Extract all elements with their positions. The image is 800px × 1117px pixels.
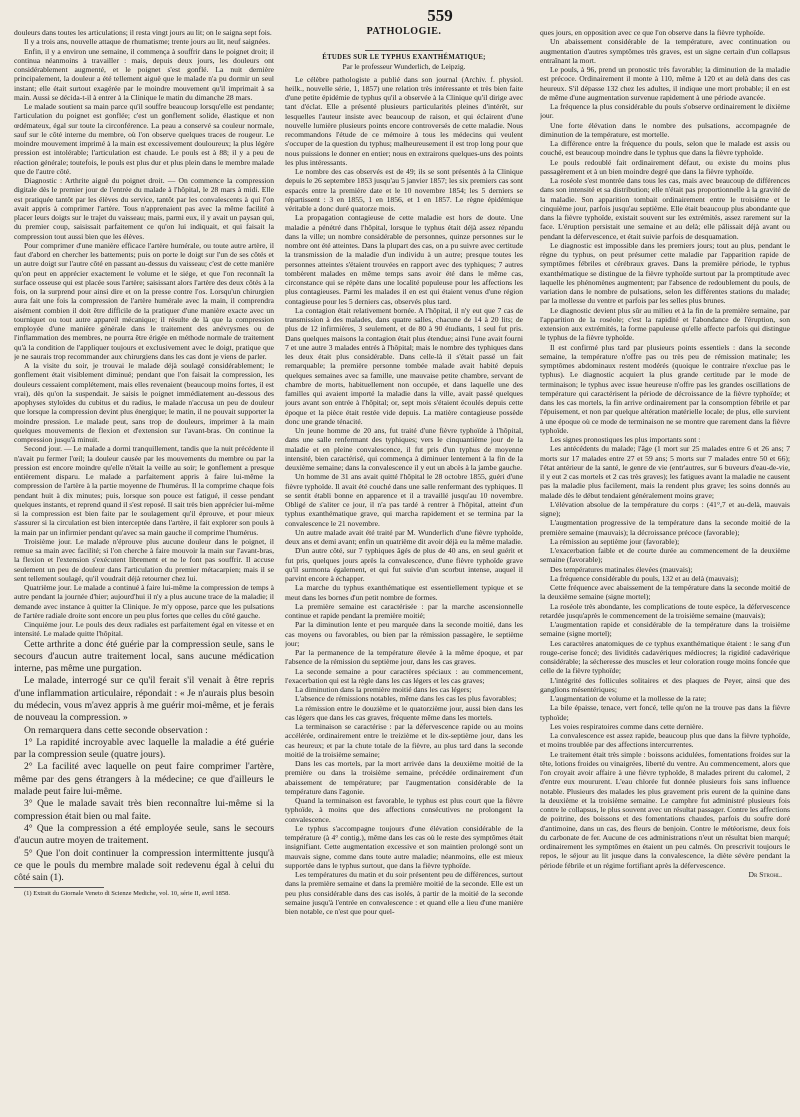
footnote: (1) Extrait du Giornale Veneto di Scienze Mediche, vol. 10, série II, avril 1858. <box>24 890 231 898</box>
column-middle <box>285 48 523 1108</box>
paragraph: Un autre malade avait été traité par M. Wunderlich d'une fièvre typhoïde, deux ans et demi avant; enfin un quatrième dit avoir déjà eu la même maladie. <box>285 527 523 546</box>
col3-paragraphs <box>540 28 790 870</box>
paragraph: Les signes pronostiques les plus importants sont : <box>550 435 701 444</box>
paragraph: D'un autre côté, sur 7 typhiques âgés de plus de 40 ans, en seul guérit et fut pris, quelques jours après la convalescence, d'une fièvre typhoïde grave qu'il surmonta également, et qui fut suivie d'un scorbut intense, auquel il parvint encore à échapper. <box>285 546 523 583</box>
article-title: ÉTUDES SUR LE TYPHUS EXANTHÉMATIQUE; <box>322 54 486 61</box>
paragraph: Un homme de 31 ans avait quitté l'hôpital le 28 octobre 1855, guéri d'une fièvre typhoïde. Il avait été couché dans une salle renfermant des typhiques. Il se sentit établi bonne en apparence et il a travaillé jusqu'au 10 novembre. Obligé de s'aliter ce jour, il n'a pas tardé à rentrer à l'hôpital, atteint d'un typhus exanthématique grave, qui marcha rapidement et se termina par la convalescence le 21 novembre. <box>285 472 523 528</box>
paragraph: Le typhus s'accompagne toujours d'une élévation considérable de la température (à 4° contig.), même dans les cas où le reste des symptômes était insignifiant. Cette augmentation excessive et son maintien prolongé sont un mauvais signe, comme dans toute autre maladie; néanmoins, elle est mieux supportée dans le typhus surtout, que dans la fièvre typhoïde. <box>285 823 523 870</box>
paragraph: Le malade, interrogé sur ce qu'il ferait s'il venait à être repris d'une inflammation articulaire, répondait : « Je n'aurais plus besoin du médecin, vous m'avez appris à me guérir moi-même, et je ferais de nouveau la compression. » <box>14 675 274 724</box>
paragraph: L'absence de rémissions notables, même dans les cas les plus favorables; <box>295 694 517 704</box>
paragraph: La marche du typhus exanthématique est essentiellement typique et se meut dans les bornes d'un petit nombre de formes. <box>285 583 523 602</box>
paragraph: 1° La rapidité incroyable avec laquelle la maladie a été guérie par la compression seule (quatre jours). <box>14 736 274 761</box>
paragraph: Les voies respiratoires comme dans cette dernière. <box>550 721 704 731</box>
paragraph: La fréquence considérable du pouls, 132 et au delà (mauvais); <box>550 573 739 583</box>
paragraph: Quatrième jour. Le malade a continué à faire lui-même la compression de temps à autre pendant la journée d'hier; aujourd'hui il n'y a plus aucune trace de la maladie; il demande avec instance à quitter la Clinique. Je m'y oppose, parce que les pulsations de l'artère radiale droite sont encore un peu plus fortes que celles du côté gauche. <box>14 583 274 620</box>
column-right <box>540 28 790 1108</box>
paragraph: Cinquième jour. Le pouls des deux radiales est parfaitement égal en vitesse et en intensité. Le malade quitte l'hôpital. <box>14 620 274 639</box>
paragraph: La différence entre la fréquence du pouls, selon que le malade est assis ou couché, est beaucoup moindre dans le typhus que dans la fièvre typhoïde. <box>540 139 790 158</box>
column-left <box>14 28 274 1103</box>
col1-large-paragraphs <box>14 639 274 885</box>
paragraph: Les antécédents du malade; l'âge (1 mort sur 25 malades entre 6 et 26 ans; 7 morts sur 17 malades entre 27 et 59 ans; 5 morts sur 7 malades entre 50 et 66); l'état antérieur de la santé, le genre de vie (entr'autres, sur 6 buveurs d'eau-de-vie, il y eut 2 cas mortels et 2 cas très graves); les fatigues avant la maladie ne causent pas la maladie plus facilement, mais la rendent plus grave; les soins donnés au malade dès le début tendaient généralement moins grave; <box>540 444 790 500</box>
paragraph: 5° Que l'on doit continuer la compression intermittente jusqu'à ce que le pouls du membre malade soit redevenu égal à celui du côté sain (1). <box>14 847 274 884</box>
paragraph: 4° Que la compression a été employée seule, sans le secours d'aucun autre moyen de traitement. <box>14 822 274 847</box>
paragraph: Dans les cas mortels, par la mort arrivée dans la deuxième moitié de la première ou dans la troisième semaine, précédée ordinairement d'un abaissement de température; par l'augmentation considérable de la température dans l'agonie. <box>285 759 523 796</box>
paragraph: douleurs dans toutes les articulations; il resta vingt jours au lit; on le saigna sept fois. <box>14 28 272 37</box>
article-author: Par le professeur Wunderlich, de Leipzig. <box>342 62 466 72</box>
paragraph: Le pouls redoublé fait ordinairement défaut, ou existe du moins plus passagèrement et à un bien moindre degré que dans la fièvre typhoïde. <box>540 157 790 176</box>
paragraph: Des températures matinales élevées (mauvais); <box>550 564 693 574</box>
title-rule <box>365 50 443 51</box>
paragraph: L'élévation absolue de la température du corps : (41°,7 et au-delà, mauvais signe); <box>540 499 790 518</box>
paragraph: Pour comprimer d'une manière efficace l'artère humérale, ou toute autre artère, il faut d'abord en chercher les battements; puis on porte le doigt sur l'un de ses côtés et un autre doigt sur l'autre côté en passant au-dessus du vaisseau; c'est de cette manière qu'on peut en apprécier exactement le volume et le siége, et que l'on reconnaît la surface osseuse qui est placée sous l'artère; saisissant alors l'artère des deux côtés à la fois, on la surprend pour ainsi dire et on la presse contre l'os. Lorsqu'un chirurgien aura fait une fois la compression de l'artère humérale avec la main, il comprendra aisément combien il doit être difficile de la pratiquer d'une manière exacte avec un tourniquet ou tout autre appareil mécanique; il résulte de là que la compression employée d'une manière générale dans le traitement des anévrysmes ou de l'inflammation des membres, ne pourra être érigée en méthode normale de traitement qu'à la condition de l'appliquer toujours et exclusivement avec le doigt, pratique que je ne saurais trop recommander aux chirurgiens dans les cas dont je viens de parler. <box>14 240 274 361</box>
paragraph: Il est confirmé plus tard par plusieurs points essentiels : dans la seconde semaine, la température n'offre pas ou très peu de rémission matinale; les symptômes abdominaux restent modérés (quoique le contraire n'exclue pas le typhus). Le diagnostic acquiert la plus grande certitude par le mode de terminaison; le typhus avec issue heureuse n'offre pas les grandes oscillations de température qui caractérisent la période de décroissance de la fièvre typhoïde; et dans les cas mortels, la fin arrive ordinairement par la consomption fébrile et par l'épuisement, et non par quelque altération matérielle locale; de plus, elle survient à une époque où ce mode de terminaison ne se montre que rarement dans la fièvre typhoïde. <box>540 342 790 435</box>
paragraph: Les caractères anatomiques de ce typhus exanthématique étaient : le sang d'un rouge-cerise foncé; des lividités cadavériques médiocres; la rigidité cadavérique considérable; la sécheresse des muscles et leur coloration rouge moins foncée que celle de la fièvre typhoïde; <box>540 638 790 676</box>
paragraph: Cette fréquence avec abaissement de la température dans la seconde moitié de la deuxième semaine (signe mortel); <box>540 583 790 602</box>
paragraph: Un jeune homme de 20 ans, fut traité d'une fièvre typhoïde à l'hôpital, dans une salle renfermant des typhiques; vers le cinquantième jour de la maladie et en pleine convalescence, il fut pris d'un typhus de moyenne intensité, bien caractérisé, qui commença à diminuer lentement à la fin de la deuxième semaine; dans la convalescence il y eut un abcès à la jambe gauche. <box>285 426 523 472</box>
paragraph: La bile épaisse, tenace, vert foncé, telle qu'on ne la trouve pas dans la fièvre typhoïde; <box>540 703 790 722</box>
paragraph: La première semaine est caractérisée : par la marche ascensionnelle continue et rapide pendant la première moitié; <box>285 601 523 620</box>
paragraph: Troisième jour. Le malade n'éprouve plus aucune douleur dans le poignet, il remue sa main avec facilité; si l'on cherche à faire mouvoir la main sur l'avant-bras, la flexion et l'extension s'exécutent librement et ne le font pas souffrir. Il accuse seulement un peu de douleur dans l'articulation du premier métacarpien; mais il se sent tellement soulagé, qu'il voudrait déjà retourner chez lui. <box>14 536 274 583</box>
paragraph: La propagation contagieuse de cette maladie est hors de doute. Une maladie a pénétré dans l'hôpital, lorsque le typhus était déjà assez répandu dans la ville; un nombre considérable de personnes, quinze personnes sur le nombre ont été atteintes. Dans la plupart des cas, on a pu suivre avec certitude la transmission de la maladie d'un individu à un autre; presque toutes les personnes atteintes s'étaient trouvées en rapport avec des typhiques; 7 autres tombèrent malades en même temps sans avoir été dans le même cas, circonstance qui se répète dans une localité populeuse pour les affections les plus contagieuses. Parmi les malades il en est qui étaient venus d'une région contagieuse pour les 5 derniers cas, observés plus tard. <box>285 213 523 306</box>
paragraph: Second jour. — Le malade a dormi tranquillement, tandis que la nuit précédente il n'avait pu fermer l'œil; la douleur causée par les mouvements du membre ou par la pression est encore moindre qu'elle n'était la veille au soir; le gonflement a presque entièrement disparu. Le malade a parfaitement appris à faire lui-même la compression de l'artère à la partie moyenne de l'humérus. Il la comprime chaque fois pendant huit à dix minutes; puis, lorsque son pouce est fatigué, il cesse pendant quelques instants, et reprend quand il s'est reposé. Il sait très bien apprécier lui-même si la compression est bien faite par le soulagement qu'il éprouve, et pour mieux s'assurer si la circulation est bien interceptée dans l'artère, il fait explorer son pouls à la main par un infirmier pendant qu'avec sa main gauche il comprime l'humérus. <box>14 444 274 537</box>
paragraph: Il y a trois ans, nouvelle attaque de rhumatisme; trente jours au lit, neuf saignées. <box>24 37 271 47</box>
paragraph: Le nombre des cas observés est de 49; ils se sont présentés à la Clinique depuis le 26 septembre 1853 jusqu'au 5 janvier 1857; les six premiers cas sont espacés entre la première date et le 10 novembre 1854; les 5 derniers se répartissent : 3 en 1855, 1 en 1856, et 1 en 1857. Le règne épidémique véritable a donc duré quatorze mois. <box>285 167 523 213</box>
signature: Dr Strohl. <box>748 869 782 879</box>
paragraph: L'augmentation progressive de la température dans la seconde moitié de la première semaine (mauvais); la décroissance précoce (favorable); <box>540 518 790 537</box>
paragraph: La fréquence la plus considérable du pouls s'observe ordinairement le dixième jour. <box>540 102 790 121</box>
paragraph: Les températures du matin et du soir présentent peu de différences, surtout dans la première semaine et dans la première moitié de la seconde. Elle est un peu plus considérable dans des cas isolés, à partir de la moitié de la seconde semaine jusqu'à l'entrée en convalescence : et quand elle a lieu d'une manière bien notable, ce n'est que pour quel- <box>285 870 523 916</box>
paragraph: Le diagnostic est impossible dans les premiers jours; tout au plus, pendant le règne du typhus, on peut présumer cette maladie par l'apparition rapide de symptômes fébriles et cérébraux graves. Dans la première période, le typhus exanthématique se distingue de la fièvre typhoïde surtout par la promptitude avec laquelle les phénomènes augmentent; par l'absence de redoublement du pouls, de variation dans le nombre de pulsations, selon les différentes stations du malade; par la mollesse du ventre et parfois par les selles plus brunes. <box>540 240 790 306</box>
paragraph: L'augmentation de volume et la mollesse de la rate; <box>550 694 707 703</box>
paragraph: Par la diminution lente et peu marquée dans la seconde moitié, dans les cas moyens ou favorables, ou bien par la rémission passagère, le septième jour; <box>285 620 523 648</box>
paragraph: Une forte élévation dans le nombre des pulsations, accompagnée de diminution de la température, est mortelle. <box>540 120 790 139</box>
paragraph: Un abaissement considérable de la température, avec continuation ou augmentation d'autres symptômes très graves, est un signe certain d'un collapsus entraînant la mort. <box>540 37 790 65</box>
paragraph: L'intégrité des follicules solitaires et des plaques de Peyer, ainsi que des ganglions mésentériques; <box>540 675 790 694</box>
paragraph: Enfin, il y a environ une semaine, il commença à souffrir dans le poignet droit; il continua néanmoins à travailler : mais, depuis deux jours, les douleurs ont considérablement augmenté, et le poignet s'est gonflé. La nuit dernière principalement, la douleur a été tellement aiguë que le malade n'a pu dormir un seul instant; elle était surtout exagérée par le moindre mouvement qu'il imprimait à sa main. Aussi se décida-t-il à entrer à la Clinique le matin du dimanche 28 mars. <box>14 46 274 102</box>
footnote-rule <box>14 887 104 888</box>
paragraph: Diagnostic : Arthrite aiguë du poignet droit. — On commence la compression digitale dès le premier jour de l'entrée du malade à l'hôpital, le 28 mars à midi. Elle est pratiquée tantôt par les élèves du service, tantôt par les convalescents à qui l'on avait appris à comprimer l'artère. Tous n'apprenaient pas avec la même facilité à placer leurs doigts sur le trajet du vaisseau; mais, parmi eux, il y avait un paysan qui, du premier coup, saisissait parfaitement ce qu'on lui indiquait, et qui faisait la compression tout aussi bien que les élèves. <box>14 176 274 241</box>
paragraph: La terminaison se caractérise : par la défervescence rapide ou au moins accélérée, ordinairement entre le treizième et le dix-septième jour, dans les cas heureux; et par la chute totale de la fièvre, au plus tard dans la seconde moitié de la troisième semaine; <box>285 722 523 759</box>
paragraph: La roséole très abondante, les complications de toute espèce, la défervescence retardée jusqu'après le commencement de la troisième semaine (mauvais); <box>540 601 790 620</box>
paragraph: Le célèbre pathologiste a publié dans son journal (Archiv. f. physiol. heilk., nouvelle série, 1, 1857) une relation très intéressante et très bien faite d'une petite épidémie de typhus qu'il a observée à la Clinique qu'il dirige avec tant d'éclat. Elle a présenté plusieurs particularités pleines d'intérêt, sur lesquelles l'auteur insiste avec beaucoup de raison, et qui éclairent d'une nouvelle lumière plusieurs points encore controversés de cette maladie. Nous recommandons l'étude de ce mémoire à tous les médecins qui veulent s'occuper de la question du typhus; malheureusement il est trop long pour que nous puissions le donner en entier; nous en extrairons quelques-uns des points les plus intéressants. <box>285 74 523 167</box>
paragraph: La rémission au septième jour (favorable); <box>550 536 680 546</box>
paragraph: Quand la terminaison est favorable, le typhus est plus court que la fièvre typhoïde, à moins que des affections consécutives ne prolongent la convalescence. <box>285 796 523 824</box>
paragraph: L'augmentation rapide et considérable de la température dans la troisième semaine (signe mortel); <box>540 620 790 639</box>
paragraph: La seconde semaine a pour caractères spéciaux : au commencement, l'exacerbation qui est la règle dans les cas légers et les cas graves; <box>285 666 523 685</box>
paragraph: ques jours, en opposition avec ce que l'on observe dans la fièvre typhoïde. <box>540 28 765 37</box>
paragraph: La diminution dans la première moitié dans les cas légers; <box>295 685 472 694</box>
col2-paragraphs <box>285 75 523 917</box>
section-title: PATHOLOGIE. <box>366 26 442 37</box>
paragraph: Le malade soutient sa main parce qu'il souffre beaucoup lorsqu'elle est pendante; l'articulation du poignet est gonflée; c'est un gonflement solide, élastique et non œdémateux, égal sur toute la circonférence. La peau a conservé sa couleur normale, sauf sur le côté interne du membre, où l'on observe quelques traces de rougeur. Le moindre mouvement imprimé à la main est excessivement douloureux; la plus légère pression est intolérable; l'articulation est chaude. Le pouls est à 88; il y a peu de réaction générale; toutefois, le pouls est plus dur et plus plein dans le membre malade que de l'autre côté. <box>14 102 274 176</box>
paragraph: Le traitement était très simple : boissons acidulées, fomentations froides sur la tête, lotions froides ou vinaigrées, liberté du ventre. Au commencement, alors que l'on croyait avoir affaire à une fièvre typhoïde, 8 malades prirent du calomel, 2 d'entre eux moururent. L'eau chlorée fut donnée plusieurs fois sans influence notable. Plusieurs des malades les plus gravement pris eurent de la quinine dans la deuxième et la troisième semaine. Le camphre fut administré plusieurs fois contre le collapsus, le plus souvent avec un résultat passager. Contre les affections de poitrine, des boissons et des fomentations chaudes, parfois du soufre doré d'antimoine, dans un cas, des fleurs de benjoin. Contre le météorisme, deux fois du carbonate de fer. Aucune de ces administrations n'eut un résultat bien marqué; ordinairement les symptômes en étaient un peu calmés. On prescrivit toujours le repos, le séjour au lit jusque dans la convalescence, la diète sévère pendant la période fébrile et un régime fortifiant après la défervescence. <box>540 749 790 870</box>
paragraph: Le diagnostic devient plus sûr au milieu et à la fin de la première semaine, par l'apparition de la roséole; c'est la rapidité et l'abondance de l'éruption, son extension aux extrémités, la forme papuleuse qu'elle affecte parfois qui distingue le typhus de la fièvre typhoïde. <box>540 305 790 343</box>
paragraph: La contagion était relativement bornée. A l'hôpital, il n'y eut que 7 cas de transmission à des malades, dans quatre salles, chacune de 14 à 20 lits; de plus de 12 infirmières, 3 seulement, et de 80 à 90 étudiants, 1 seul fut pris. Dans quelques maisons la contagion était plus étendue; ainsi l'une avait fourni 7 et une autre 3 malades entrés à l'hôpital; mais le nombre des typhiques dans les deux était plus considérable. Dans celle-là il s'était passé un fait remarquable; la première personne tombée malade avait habité depuis quelques semaines avec sa famille, une mauvaise petite chambre, servant de chambre de morts, habituellement non occupée, et dans laquelle une des familles qui avaient importé la maladie dans la ville, avait passé quelques jours avant son entrée à l'hôpital; or, sept mois s'étaient écoulés depuis cette époque et la pièce était restée vide depuis. La matière contagieuse possède donc une grande ténacité. <box>285 305 523 426</box>
paragraph: Le pouls, à 96, prend un pronostic très favorable; la diminution de la maladie est précoce. Ordinairement il monte à 110, même à 120 et au delà dans des cas heureux. S'il dépasse 132 chez les adultes, il indique une mort probable; il en est de même d'une augmentation survenue rapidement à une période avancée. <box>540 65 790 102</box>
paragraph: L'exacerbation faible et de courte durée au commencement de la deuxième semaine (favorable); <box>540 546 790 565</box>
paragraph: La convalescence est assez rapide, beaucoup plus que dans la fièvre typhoïde, et moins troublée par des affections intercurrentes. <box>540 731 790 750</box>
page-number: 559 <box>427 6 453 25</box>
paragraph: Cette arthrite a donc été guérie par la compression seule, sans le secours d'aucun autre traitement local, sans aucune médication interne, pas même une purgation. <box>14 638 274 675</box>
paragraph: La rémission entre le douzième et le quatorzième jour, aussi bien dans les cas légers que dans les cas graves, fréquente même dans les mortels. <box>285 703 523 722</box>
paragraph: On remarquera dans cette seconde observation : <box>24 724 208 736</box>
paragraph: 2° La facilité avec laquelle on peut faire comprimer l'artère, même par des gens étrangers à la médecine; ce que d'ailleurs le malade peut faire lui-même. <box>14 761 274 798</box>
paragraph: La roséole s'est montrée dans tous les cas, mais avec beaucoup de différences dans son intensité et sa distribution; elle n'était pas proportionnelle à la gravité de la maladie. Son apparition tombait ordinairement entre le troisième et le cinquième jour, parfois jusqu'au septième. Elle était beaucoup plus abondante que dans la fièvre typhoïde, existait souvent sur les extrémités, assez rarement sur la face. L'éruption persistait une semaine et au delà; elle pâlissait déjà avant ou pendant la défervescence, et était suivie parfois de desquamation. <box>540 176 790 241</box>
paragraph: 3° Que le malade savait très bien reconnaître lui-même si la compression était bien ou mal faite. <box>14 798 274 822</box>
col1-paragraphs <box>14 28 274 639</box>
paragraph: Par la permanence de la température élevée à la même époque, et par l'absence de la rémission du septième jour, dans les cas graves. <box>285 648 523 667</box>
paragraph: A la visite du soir, je trouvai le malade déjà soulagé considérablement; le gonflement était visiblement diminué; pendant que l'on faisait la compression, les douleurs cessaient complétement, mais elles revenaient (beaucoup moins fortes, il est vrai), dès qu'on la suspendait. Je saisis le poignet immédiatement au-dessous des apophyses styloïdes du cubitus et du radius, le malade n'accusa un peu de douleur que lorsque la compression devint plus énergique; le matin, il ne pouvait supporter la moindre pression. Le malade peut, sans trop de douleurs, imprimer à la main quelques mouvements de flexion et d'extension sur l'avant-bras. On continue la compression jusqu'à minuit. <box>14 361 274 444</box>
